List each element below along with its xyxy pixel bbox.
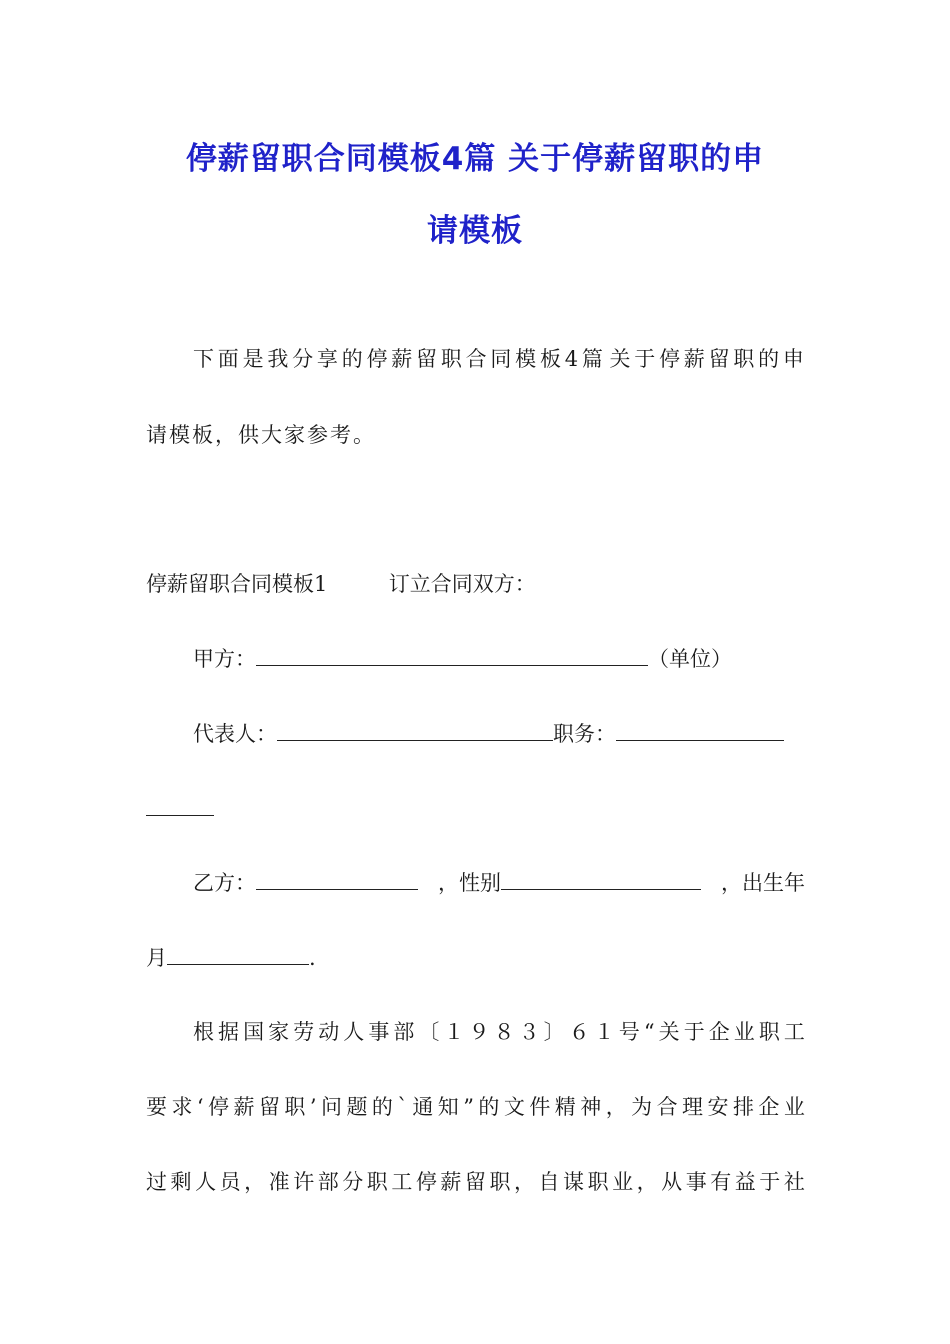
- position-label: 职务：: [553, 722, 616, 746]
- body-paragraph-line-2: 要 求 ‘ 停 薪 留 职 ’ 问 题 的 ` 通 知 ” 的 文 件 精 神 ， 为 合 理 安 排 企 业: [146, 1095, 805, 1119]
- birth-month-label: 月: [146, 946, 167, 970]
- birth-month-line: [146, 944, 316, 972]
- body-paragraph-line-3: 过 剩 人 员 ， 准 许 部 分 职 工 停 薪 留 职 ， 自 谋 职 业 ， 从 事 有 益 于 社: [146, 1170, 805, 1194]
- section-heading: [146, 570, 536, 598]
- intro-paragraph-line-2: 请模板，供大家参考。: [146, 423, 376, 447]
- party-b-label: 乙方：: [193, 871, 256, 895]
- birth-end: .: [309, 946, 316, 970]
- representative-blank[interactable]: [277, 720, 553, 741]
- document-title-line-2: 请模板: [427, 213, 523, 249]
- position-blank-tail[interactable]: [146, 795, 214, 816]
- body-paragraph-line-1: 根 据 国 家 劳 动 人 事 部 〔 １ ９ ８ ３ 〕 ６ １ 号 “ 关 于 企 业 职 工: [193, 1020, 805, 1044]
- party-a-label: 甲方：: [193, 647, 256, 671]
- party-a-line: [193, 645, 732, 673]
- document-title-line-1: 停薪留职合同模板4篇 关于停薪留职的申: [185, 141, 765, 177]
- party-b-blank[interactable]: [256, 869, 418, 890]
- position-blank-continued: [146, 795, 214, 823]
- representative-label: 代表人：: [193, 722, 277, 746]
- party-a-blank[interactable]: [256, 645, 648, 666]
- party-b-line: [193, 869, 805, 897]
- gender-blank[interactable]: [501, 869, 701, 890]
- intro-paragraph-line-1: 下 面 是 我 分 享 的 停 薪 留 职 合 同 模 板 4 篇 关 于 停 薪 留 职 的 申: [193, 347, 805, 371]
- section-title: 停薪留职合同模板1: [146, 572, 328, 596]
- section-subtitle: 订立合同双方：: [388, 572, 536, 596]
- position-blank[interactable]: [616, 720, 784, 741]
- birth-label: ，出生年: [721, 871, 805, 895]
- birth-blank[interactable]: [167, 944, 309, 965]
- party-a-suffix: （单位）: [648, 647, 732, 671]
- gender-label: ，性别: [438, 871, 501, 895]
- representative-line: [193, 720, 784, 748]
